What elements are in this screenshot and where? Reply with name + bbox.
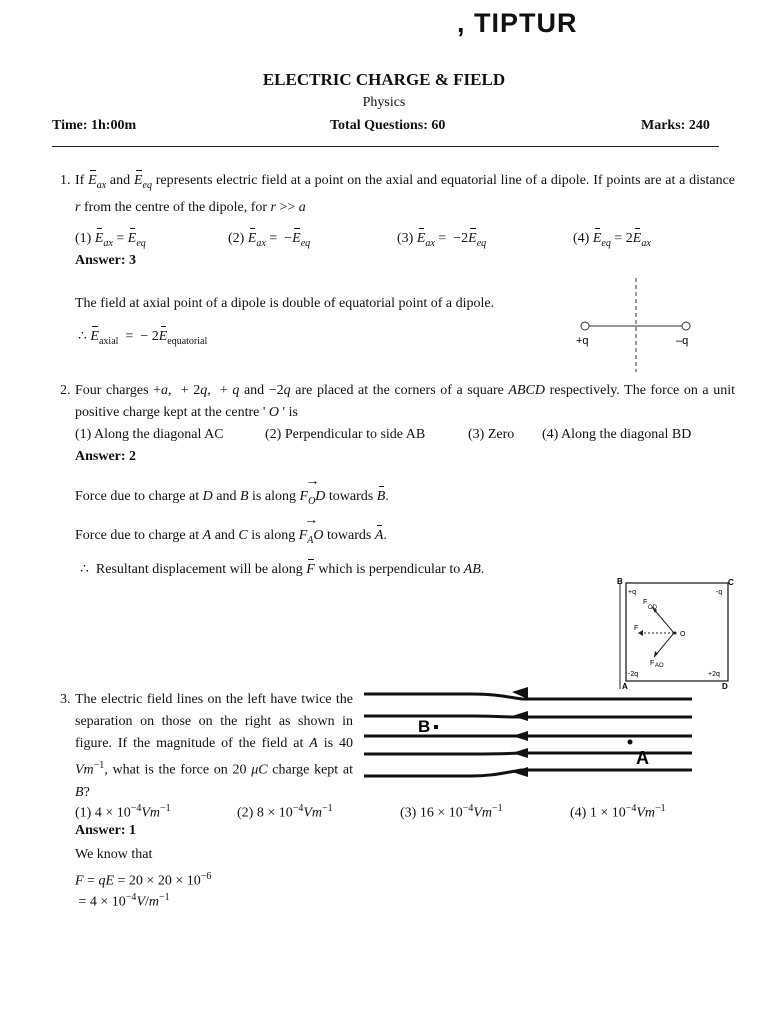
q3-option-2: (2) $8 \times 10^{-4}Vm^{-1}$ [237,803,333,821]
q1-answer: Answer: 3 [75,253,137,268]
square-charges-figure [612,575,738,691]
time-label: Time: 1h:00m [52,118,137,133]
q3-formula-1: F = qE = $20 \times 20 \times 10^{-6}$ [75,871,212,889]
q2-number: 2. [60,383,71,398]
corner-B-label: B [617,577,623,586]
q1-option-3: (3) $E_{ax} = -2E_{eq}$ [397,228,486,255]
q2-text: Four charges +a, + 2q, + q and −2q are placed at the corners of a square ABCD respectively. The force on a unit positive charge kept at the centre ' O ' is [75,383,736,420]
q1-explanation: The field at axial point of a dipole is double of equatorial point of a dipole. [75,296,495,311]
q3-number: 3. [60,692,71,707]
q2-option-4: (4) Along the diagonal BD [542,427,692,442]
positive-charge-icon [581,322,589,330]
q2-line-3: ∴ Resultant displacement will be along F which is perpendicular to AB. [80,559,484,581]
q2-option-3: (3) Zero [468,427,515,442]
center-O-label: O [680,631,686,638]
corner-C-label: C [728,578,734,587]
force-FAO-sub: AO [655,663,664,669]
point-B-marker [434,725,438,729]
q3-option-3: (3) $16 \times 10^{-4}Vm^{-1}$ [400,803,503,821]
force-FAO-label: F [650,660,655,667]
q2-option-1: (1) Along the diagonal AC [75,427,224,442]
q2-line-2: Force due to charge at A and C is along → $F_AO$ towards A. [75,525,387,552]
corner-D-label: D [722,682,728,691]
paper-title: ELECTRIC CHARGE & FIELD [262,70,506,89]
institute-name: , TIPTUR [457,8,578,38]
corner-A-label: A [622,682,628,691]
header-divider [52,146,719,147]
q2-option-2: (2) Perpendicular to side AB [265,427,426,442]
q1-option-2: (2) $E_{ax} = -E_{eq}$ [228,228,310,255]
q1-number: 1. [60,173,71,188]
q3-we-know: We know that [75,847,153,862]
resultant-F-label: F [634,625,639,632]
charge-minus-q-label: -q [716,589,723,596]
q1-formula: ∴ $E_{axial}$ = − $2E_{equatorial}$ [78,326,207,353]
negative-charge-icon [682,322,690,330]
q3-option-4: (4) $1 \times 10^{-4}Vm^{-1}$ [570,803,666,821]
q1-option-1: (1) $E_{ax} = E_{eq}$ [75,228,146,255]
dipole-plus-label: +q [576,335,589,347]
charge-minus-2q-label: -2q [628,671,639,678]
point-A-marker [628,740,633,745]
q3-text: The electric field lines on the left have twice the separation on those on the right as shown in figure. If the magnitude of the field at A is 40 $Vm^{-1}$, what is the force on 20 μC charge kept at B? [75,692,353,800]
q1-option-4: (4) $E_{eq} = 2E_{ax}$ [573,228,651,255]
q3-answer: Answer: 1 [75,823,137,838]
point-B-label: B [418,717,431,736]
q3-option-1: (1) $4 \times 10^{-4}Vm^{-1}$ [75,803,171,821]
force-FOD-sub: OD [648,605,657,611]
q2-answer: Answer: 2 [75,449,137,464]
q3-formula-2: = $4 \times 10^{-4}V/m^{-1}$ [75,892,170,910]
dipole-minus-label: –q [676,335,689,347]
charge-plus-2q-label: +2q [708,671,720,678]
point-A-label: A [636,748,649,768]
dipole-figure [570,275,710,375]
q1-text: If $E_{ax}$ and $E_{eq}$ represents electric field at a point on the axial and equatorial line of a dipole. If points are at a distance r from the centre of the dipole, for r >> a [75,170,735,219]
field-lines-figure [362,686,694,782]
charge-plus-q-label: +q [628,589,636,596]
marks-label: Marks: 240 [641,118,710,133]
total-questions-label: Total Questions: 60 [330,118,446,133]
paper-subject: Physics [362,95,406,110]
force-FOD-label: F [643,599,648,606]
q2-line-1: Force due to charge at D and B is along → $F_OD$ towards B. [75,486,389,513]
